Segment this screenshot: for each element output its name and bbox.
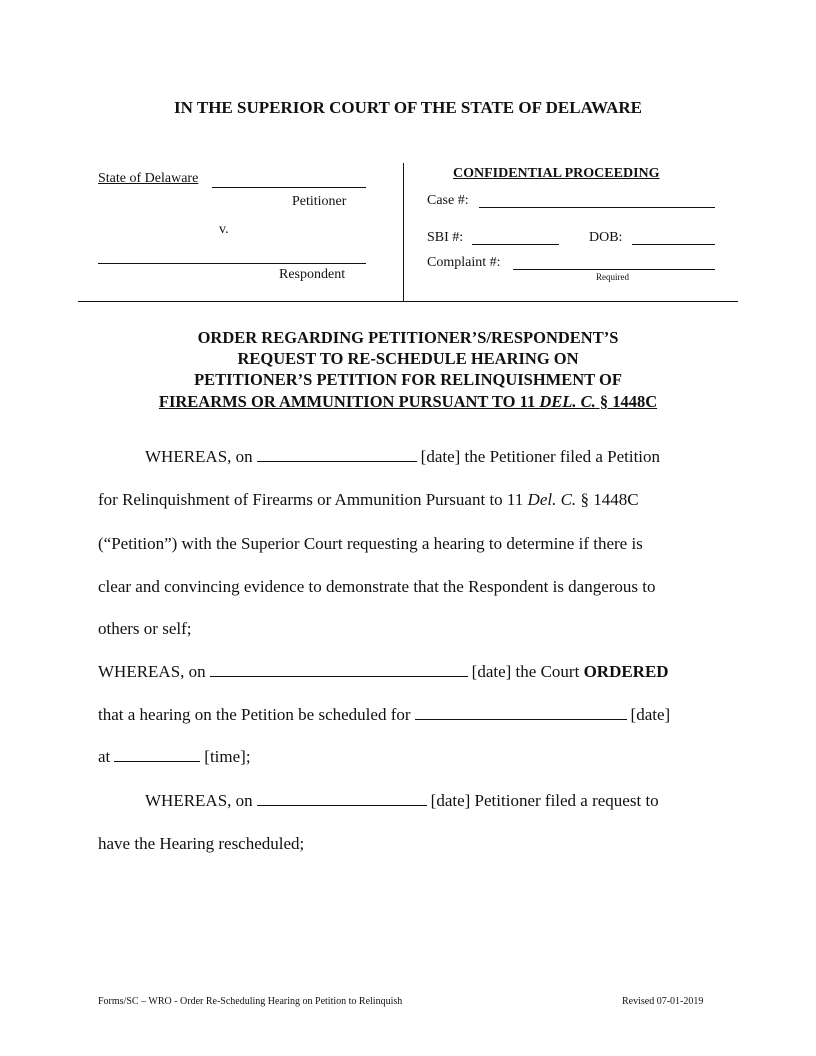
whereas-1-line5: others or self; [98, 619, 192, 638]
petitioner-name: State of Delaware [98, 171, 199, 186]
whereas-3-line1 [145, 791, 659, 811]
whereas-3-lead: WHEREAS, on [145, 791, 253, 810]
whereas-3-line2: have the Hearing rescheduled; [98, 834, 305, 853]
dob-field[interactable] [632, 244, 715, 245]
case-number-field[interactable] [479, 207, 715, 208]
whereas-1-rest: [date] the Petitioner filed a Petition [420, 447, 661, 466]
order-title-line3: PETITIONER’S PETITION FOR RELINQUISHMENT OF [194, 370, 622, 389]
whereas-2-line3-b: [time]; [204, 747, 251, 766]
versus-label: v. [219, 222, 229, 237]
dob-label: DOB: [589, 230, 623, 245]
order-title-line2: REQUEST TO RE-SCHEDULE HEARING ON [237, 349, 579, 368]
whereas-2-line2-a: that a hearing on the Petition be scheduled for [98, 705, 411, 724]
whereas-1-lead: WHEREAS, on [145, 447, 253, 466]
footer-form-id: Forms/SC – WRO - Order Re-Scheduling Hearing on Petition to Relinquish [98, 996, 403, 1007]
order-title-line1: ORDER REGARDING PETITIONER’S/RESPONDENT’S [197, 328, 619, 347]
whereas-2-line3-a: at [98, 747, 111, 766]
hearing-time-field[interactable] [114, 747, 200, 762]
sbi-field[interactable] [472, 244, 559, 245]
case-number-label: Case #: [427, 193, 469, 208]
order-title-line4 [0, 392, 816, 412]
confidential-heading: CONFIDENTIAL PROCEEDING [453, 166, 660, 181]
footer-revision: Revised 07-01-2019 [622, 996, 704, 1007]
whereas-2-line2-b: [date] [630, 705, 671, 724]
whereas-1-line2-a: for Relinquishment of Firearms or Ammunition Pursuant to 11 [98, 490, 528, 509]
order-title-line4-a: FIREARMS OR AMMUNITION PURSUANT TO 11 [158, 392, 540, 411]
whereas-2-line2 [98, 705, 670, 725]
whereas-1-line1 [145, 447, 660, 467]
whereas-1-line2-b: Del. C. [527, 490, 577, 509]
sbi-label: SBI #: [427, 230, 464, 245]
hearing-date-field[interactable] [415, 705, 627, 720]
order-title-line4-c: § 1448C [595, 392, 658, 411]
whereas-1-line2 [98, 490, 639, 510]
request-date-field[interactable] [257, 791, 427, 806]
whereas-2-lead: WHEREAS, on [98, 662, 206, 681]
required-note: Required [596, 272, 629, 282]
whereas-2-line3 [98, 747, 251, 767]
order-title-line4-b: DEL. C. [539, 392, 596, 411]
caption-bottom-rule [78, 301, 738, 302]
whereas-1-line3: (“Petition”) with the Superior Court requesting a hearing to determine if there is [98, 534, 643, 553]
respondent-name-line[interactable] [98, 263, 366, 264]
caption-divider [403, 163, 404, 302]
complaint-number-field[interactable] [513, 269, 715, 270]
petition-date-field[interactable] [257, 447, 417, 462]
complaint-number-label: Complaint #: [427, 255, 501, 270]
petitioner-name-line [212, 187, 366, 188]
court-title: IN THE SUPERIOR COURT OF THE STATE OF DELAWARE [174, 98, 642, 117]
whereas-2-ordered: ORDERED [583, 662, 669, 681]
respondent-label: Respondent [279, 267, 346, 282]
whereas-1-line4: clear and convincing evidence to demonstrate that the Respondent is dangerous to [98, 577, 656, 596]
whereas-1-line2-c: § 1448C [576, 490, 639, 509]
whereas-2-line1 [98, 662, 669, 682]
order-date-field[interactable] [210, 662, 468, 677]
whereas-2-rest: [date] the Court [471, 662, 580, 681]
whereas-3-rest: [date] Petitioner filed a request to [430, 791, 659, 810]
petitioner-label: Petitioner [292, 194, 347, 209]
